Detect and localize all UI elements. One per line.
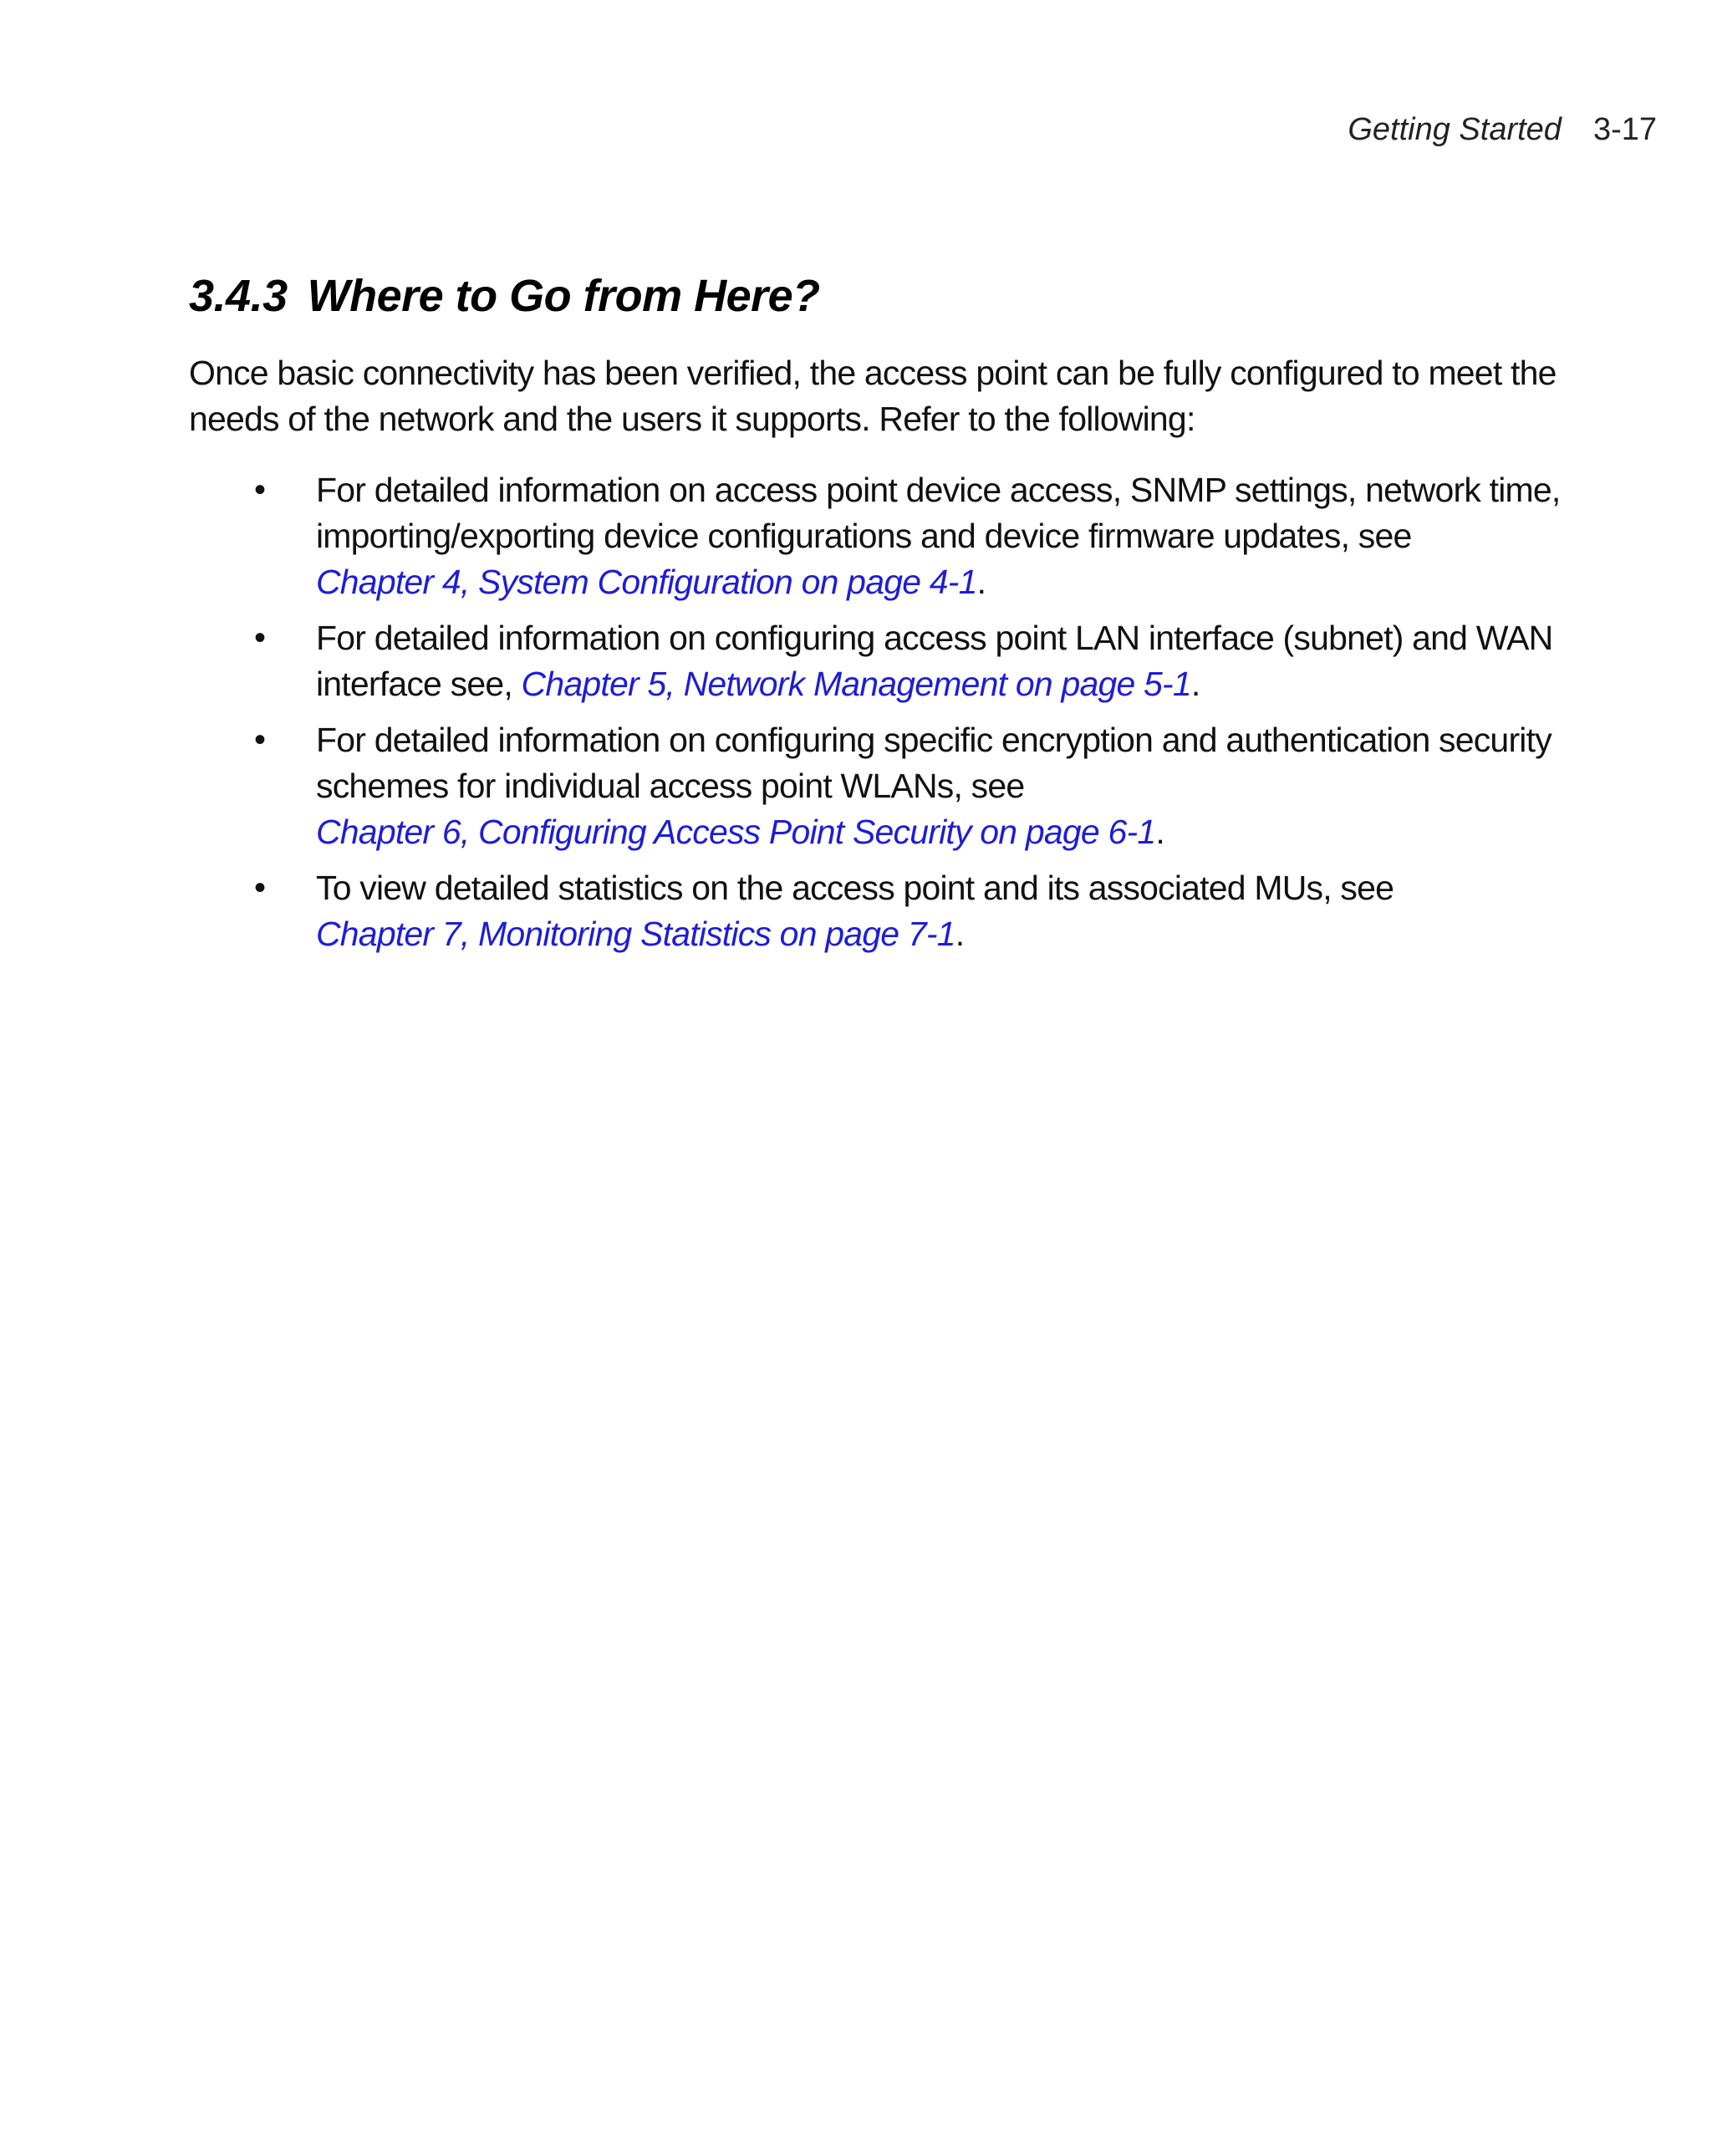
section-where-to-go xyxy=(189,269,1593,967)
bullet-icon: • xyxy=(254,721,266,758)
list-item-suffix: . xyxy=(1155,812,1164,851)
section-number: 3.4.3 xyxy=(189,271,288,321)
section-title: Where to Go from Here? xyxy=(307,271,820,321)
list-item xyxy=(189,615,1593,707)
bullet-icon: • xyxy=(254,869,266,906)
page-number: 3-17 xyxy=(1592,112,1657,147)
link-chapter-7[interactable]: Chapter 7, Monitoring Statistics on page 7-1 xyxy=(316,914,955,953)
list-item-text: For detailed information on configuring access point LAN interface (subnet) and WAN interface see, xyxy=(316,618,1553,703)
link-chapter-5[interactable]: Chapter 5, Network Management on page 5-1 xyxy=(521,664,1191,703)
reference-list xyxy=(189,467,1593,957)
list-item-text: For detailed information on access point device access, SNMP settings, network time, importing/exporting device configurations and device firmware updates, see xyxy=(316,470,1561,555)
running-title: Getting Started xyxy=(1348,112,1562,147)
link-chapter-4[interactable]: Chapter 4, System Configuration on page 4-1 xyxy=(316,562,977,601)
list-item xyxy=(189,865,1593,957)
bullet-icon: • xyxy=(254,619,266,656)
list-item-suffix: . xyxy=(1190,664,1200,703)
list-item-suffix: . xyxy=(976,562,986,601)
section-heading xyxy=(189,269,1593,324)
link-chapter-6[interactable]: Chapter 6, Configuring Access Point Security on page 6-1 xyxy=(316,812,1156,851)
list-item xyxy=(189,717,1593,855)
bullet-icon: • xyxy=(254,471,266,508)
page-header xyxy=(1348,112,1657,148)
list-item-suffix: . xyxy=(955,914,965,953)
list-item-text: To view detailed statistics on the access point and its associated MUs, see xyxy=(316,868,1394,907)
list-item xyxy=(189,467,1593,605)
list-item-text: For detailed information on configuring specific encryption and authentication security schemes for individual access point WLANs, see xyxy=(316,720,1552,805)
intro-paragraph: Once basic connectivity has been verified, the access point can be fully configured to meet the needs of the network and the users it supports. Refer to the following: xyxy=(189,353,1557,438)
